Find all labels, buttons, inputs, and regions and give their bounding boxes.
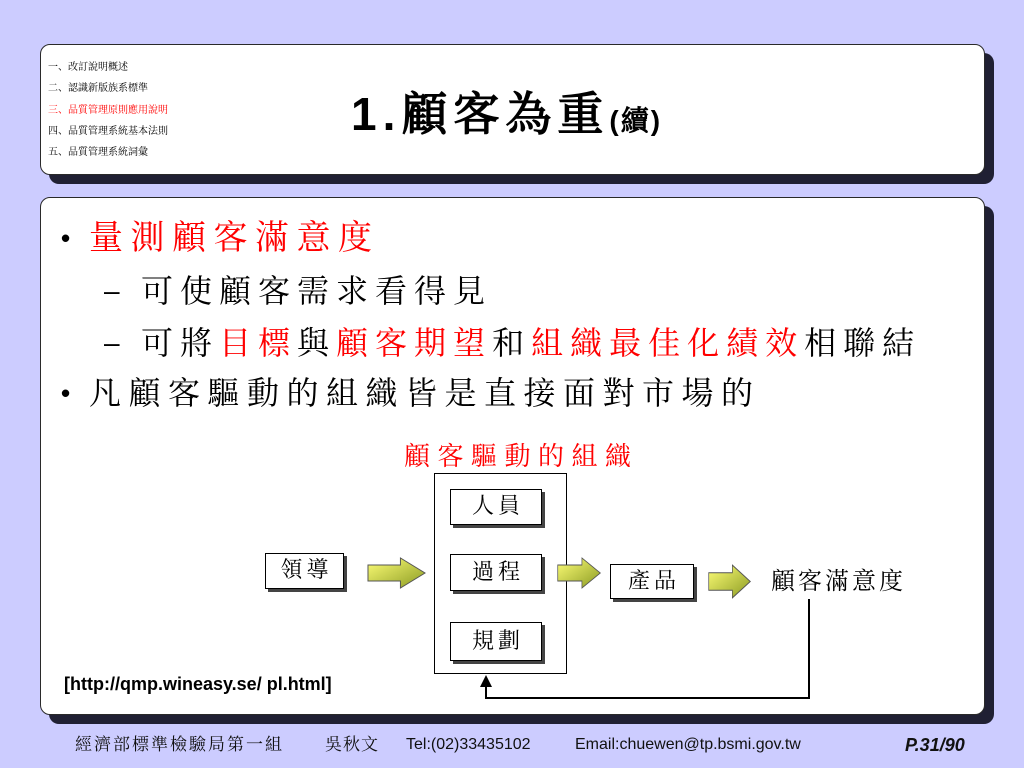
bullet-point-2: [61, 373, 761, 413]
sub-point-2-segment: 目標: [219, 324, 298, 362]
sub-point-1-text: 可使顧客需求看得見: [141, 272, 493, 310]
flow-arrow-leadership-to-org: [367, 557, 426, 589]
source-reference: [http://qmp.wineasy.se/ pl.html]: [64, 674, 332, 694]
sub-point-2-segment: 顧客期望: [336, 324, 493, 362]
flow-arrow-org-to-product: [557, 557, 601, 589]
page-number: P.31/90: [905, 735, 965, 755]
content-panel: [40, 197, 985, 715]
leadership-box: 領導: [265, 553, 344, 589]
bullet-glyph: •: [61, 223, 71, 253]
slide-title-suffix: (續): [609, 105, 663, 136]
nav-item-standards-family[interactable]: 二、認識新版族系標準: [48, 83, 148, 95]
sub-point-2-segment: 與: [297, 324, 337, 362]
sub-point-2-segment: 相聯結: [804, 324, 922, 362]
slide-title-main: 1.顧客為重: [351, 88, 610, 140]
dash-glyph: –: [104, 327, 120, 358]
bullet-point-1: [61, 218, 380, 258]
nav-item-revision-overview[interactable]: 一、改訂說明概述: [48, 62, 128, 73]
bullet-glyph: •: [61, 378, 71, 408]
slide-title: [351, 89, 662, 151]
header-panel: [40, 44, 985, 175]
planning-box: 規劃: [450, 622, 542, 661]
footer-email: Email:chuewen@tp.bsmi.gov.tw: [575, 736, 801, 753]
diagram-title: 顧客驅動的組織: [404, 442, 639, 472]
bullet-point-2-text: 凡顧客驅動的組織皆是直接面對市場的: [89, 374, 761, 412]
nav-item-principles[interactable]: 三、品質管理原則應用說明: [48, 104, 168, 116]
sub-point-2: [104, 323, 921, 363]
bullet-point-1-text: 量測顧客滿意度: [89, 218, 380, 258]
customer-satisfaction-label: 顧客滿意度: [771, 567, 906, 595]
footer-telephone: Tel:(02)33435102: [406, 736, 531, 753]
flow-arrow-product-to-satisfaction: [708, 564, 751, 599]
nav-item-system-fundamentals[interactable]: 四、品質管理系統基本法則: [48, 125, 168, 137]
sub-point-1: [104, 271, 492, 311]
sub-point-2-segment: 和: [492, 324, 532, 362]
dash-glyph: –: [104, 275, 120, 306]
sub-point-2-segment: 可將: [141, 324, 220, 362]
footer-author: 吳秋文: [325, 735, 379, 755]
nav-item-vocabulary[interactable]: 五、品質管理系統詞彙: [48, 147, 148, 159]
sub-point-2-segment: 組織最佳化績效: [531, 324, 805, 362]
footer-organization: 經濟部標準檢驗局第一組: [75, 735, 284, 755]
process-box: 過程: [450, 554, 542, 591]
people-box: 人員: [450, 489, 542, 525]
chapter-nav: [48, 57, 168, 163]
product-box: 產品: [610, 564, 694, 599]
